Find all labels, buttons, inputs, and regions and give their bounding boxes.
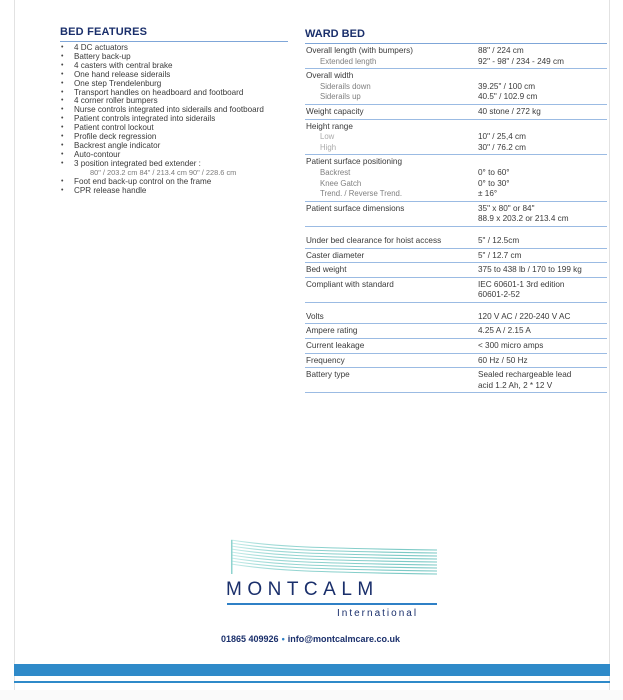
spec-row bbox=[305, 368, 607, 393]
spec-label bbox=[305, 263, 476, 277]
ward-bed-spec-table bbox=[305, 28, 607, 393]
spec-value-line: ± 16° bbox=[478, 189, 498, 199]
spec-value-line: 0° to 30° bbox=[478, 178, 510, 188]
spec-row bbox=[305, 339, 607, 354]
spec-row bbox=[305, 155, 607, 201]
feature-item: • Patient controls integrated into siderails bbox=[60, 115, 300, 124]
spec-value bbox=[476, 234, 607, 248]
feature-item: • Battery back-up bbox=[60, 53, 300, 62]
spec-label bbox=[305, 105, 476, 119]
spec-label bbox=[305, 310, 476, 324]
spec-value bbox=[476, 354, 607, 368]
spec-value bbox=[476, 105, 607, 119]
spec-label bbox=[305, 155, 476, 200]
spec-value-line: 88" / 224 cm bbox=[478, 46, 524, 55]
feature-item: • One step Trendelenburg bbox=[60, 80, 300, 89]
spec-value-line: 5" / 12.7 cm bbox=[478, 250, 522, 260]
spec-value-line: 30" / 76.2 cm bbox=[478, 142, 526, 152]
spec-label bbox=[305, 44, 476, 68]
spec-label-main: Volts bbox=[306, 311, 324, 321]
brand-subtitle: International bbox=[337, 608, 419, 619]
spec-sublabel: Low bbox=[320, 132, 335, 142]
spec-label bbox=[305, 249, 476, 263]
feature-item: • Transport handles on headboard and footboard bbox=[60, 89, 300, 98]
spec-sublabel: High bbox=[320, 142, 337, 152]
spec-value-line: 4.25 A / 2.15 A bbox=[478, 326, 531, 336]
spec-label-main: Weight capacity bbox=[306, 106, 364, 116]
email-address[interactable]: info@montcalmcare.co.uk bbox=[287, 634, 401, 644]
bed-features-section bbox=[60, 26, 300, 195]
feature-item: 80" / 203.2 cm 84" / 213.4 cm 90" / 228.6 cm bbox=[90, 167, 237, 177]
spec-value-line: acid 1.2 Ah, 2 * 12 V bbox=[478, 380, 553, 390]
spec-row bbox=[305, 354, 607, 369]
phone-number: 01865 409926 bbox=[221, 634, 279, 644]
spec-sublabel: Backrest bbox=[320, 167, 351, 177]
spec-value-line: 92" - 98" / 234 - 249 cm bbox=[478, 56, 564, 66]
spec-label-main: Ampere rating bbox=[306, 326, 358, 336]
spec-value-line: 40 stone / 272 kg bbox=[478, 106, 541, 116]
spec-value-line: 120 V AC / 220-240 V AC bbox=[478, 311, 571, 321]
spec-value-line: 60601-2-52 bbox=[478, 290, 520, 300]
spec-label bbox=[305, 354, 476, 368]
feature-item: • Patient control lockout bbox=[60, 124, 300, 133]
spec-row bbox=[305, 105, 607, 120]
spec-label-main: Caster diameter bbox=[306, 250, 365, 260]
spec-value bbox=[476, 339, 607, 353]
spec-value-line bbox=[478, 157, 607, 168]
spec-label-main: Patient surface positioning bbox=[306, 157, 403, 167]
spec-row bbox=[305, 324, 607, 339]
spec-row bbox=[305, 278, 607, 303]
spec-value-line: 10" / 25,4 cm bbox=[478, 132, 526, 142]
spec-label-main: Frequency bbox=[306, 355, 345, 365]
spec-label bbox=[305, 69, 476, 104]
spec-value-line: 88.9 x 203.2 or 213.4 cm bbox=[478, 214, 569, 224]
spec-label-main: Battery type bbox=[306, 370, 350, 380]
feature-item: • 4 DC actuators bbox=[60, 44, 300, 53]
brand-name: MONTCALM bbox=[226, 579, 379, 600]
spec-sublabel: Siderails up bbox=[320, 92, 361, 102]
spec-value-line: 39.25" / 100 cm bbox=[478, 81, 536, 91]
spec-value-line: 35" x 80" or 84" bbox=[478, 203, 535, 213]
spec-value-line bbox=[478, 122, 607, 133]
spec-row bbox=[305, 202, 607, 227]
spec-label bbox=[305, 202, 476, 226]
spec-label-main: Under bed clearance for hoist access bbox=[306, 235, 442, 245]
footer-color-bar bbox=[14, 664, 610, 676]
spec-value bbox=[476, 278, 607, 302]
spec-label bbox=[305, 368, 476, 392]
spec-row bbox=[305, 263, 607, 278]
spec-rows bbox=[305, 44, 607, 393]
spec-row bbox=[305, 44, 607, 69]
spec-row bbox=[305, 310, 607, 325]
spec-value-line: 5" / 12.5cm bbox=[478, 235, 520, 245]
feature-item: • CPR release handle bbox=[60, 187, 300, 196]
feature-item: • Foot end back-up control on the frame bbox=[60, 178, 300, 187]
bed-features-heading: BED FEATURES bbox=[60, 26, 288, 42]
bed-features-list bbox=[60, 44, 300, 195]
spec-label-main: Compliant with standard bbox=[306, 279, 394, 289]
spec-value-line: 60 Hz / 50 Hz bbox=[478, 355, 528, 365]
spec-value bbox=[476, 69, 607, 104]
spec-label bbox=[305, 278, 476, 302]
spec-label-main: Bed weight bbox=[306, 265, 347, 275]
feature-item: • 4 corner roller bumpers bbox=[60, 97, 300, 106]
spec-value bbox=[476, 202, 607, 226]
feature-item: • Backrest angle indicator bbox=[60, 142, 300, 151]
spec-sublabel: Siderails down bbox=[320, 81, 371, 91]
spec-value-line: 40.5" / 102.9 cm bbox=[478, 92, 538, 102]
spec-value-line: IEC 60601-1 3rd edition bbox=[478, 279, 565, 289]
spec-value bbox=[476, 310, 607, 324]
spec-value bbox=[476, 263, 607, 277]
spec-label bbox=[305, 234, 476, 248]
spec-label-main: Overall width bbox=[306, 71, 354, 81]
spec-value bbox=[476, 44, 607, 68]
spec-value-line: < 300 micro amps bbox=[478, 341, 544, 351]
spec-label-main: Current leakage bbox=[306, 341, 365, 351]
spec-value-line: Sealed rechargeable lead bbox=[478, 370, 572, 380]
spec-value bbox=[476, 368, 607, 392]
contact-line bbox=[221, 634, 400, 644]
spec-value bbox=[476, 324, 607, 338]
spec-label bbox=[305, 324, 476, 338]
footer-thin-rule bbox=[14, 681, 610, 683]
spec-row bbox=[305, 249, 607, 264]
brand-underline bbox=[227, 603, 437, 605]
feature-item: • One hand release siderails bbox=[60, 71, 300, 80]
spec-label-main: Overall length (with bumpers) bbox=[306, 46, 413, 55]
feature-item: • Nurse controls integrated into siderails and footboard bbox=[60, 106, 300, 115]
feature-item: • 3 position integrated bed extender : bbox=[60, 160, 300, 169]
spec-label-main: Height range bbox=[306, 121, 353, 131]
spec-value-line bbox=[478, 71, 607, 82]
spec-row bbox=[305, 69, 607, 105]
spec-label bbox=[305, 339, 476, 353]
spec-value-line: 0° to 60° bbox=[478, 167, 510, 177]
feature-item: • 4 casters with central brake bbox=[60, 62, 300, 71]
spec-value bbox=[476, 155, 607, 200]
spec-sublabel: Trend. / Reverse Trend. bbox=[320, 189, 403, 199]
ward-bed-heading: WARD BED bbox=[305, 28, 607, 44]
contact-separator: • bbox=[281, 634, 285, 644]
spec-row bbox=[305, 120, 607, 156]
spec-label-main: Patient surface dimensions bbox=[306, 203, 405, 213]
page-bottom-edge bbox=[0, 690, 623, 700]
feature-item: • Profile deck regression bbox=[60, 133, 300, 142]
spec-value-line: 375 to 438 lb / 170 to 199 kg bbox=[478, 265, 582, 275]
spec-value bbox=[476, 249, 607, 263]
spec-sublabel: Knee Gatch bbox=[320, 178, 362, 188]
feature-item: • Auto-contour bbox=[60, 151, 300, 160]
spec-sublabel: Extended length bbox=[320, 56, 377, 66]
spec-label bbox=[305, 120, 476, 155]
spec-value bbox=[476, 120, 607, 155]
spec-row bbox=[305, 234, 607, 249]
